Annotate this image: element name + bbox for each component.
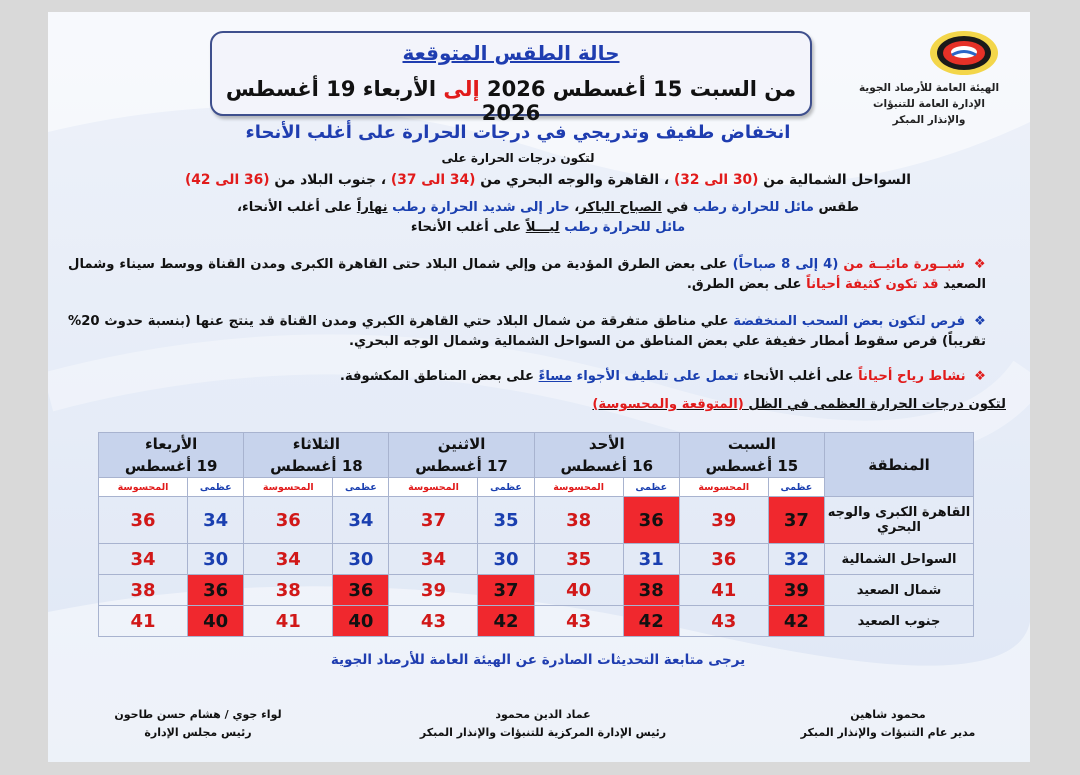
note-wind (68, 367, 986, 387)
day-name: الأحد (588, 435, 625, 453)
org-line-1: الهيئة العامة للأرصاد الجوية (858, 82, 1000, 94)
feels-cell: 38 (534, 497, 623, 544)
signature-block-3 (88, 706, 308, 742)
feels-cell: 36 (244, 497, 333, 544)
region-cell: شمال الصعيد (825, 575, 974, 606)
weather-description-1 (148, 198, 948, 218)
max-cell: 35 (478, 497, 534, 544)
period-end: الأربعاء 19 أغسطس 2026 (225, 77, 541, 125)
coast-range: (30 الى 32) (673, 172, 759, 188)
feels-cell: 36 (99, 497, 188, 544)
fog-d: قد تكون كثيفة أحياناً (806, 277, 939, 292)
day-date: 17 أغسطس (415, 457, 508, 475)
region-cell: القاهرة الكبرى والوجه البحري (825, 497, 974, 544)
meteorological-authority-logo (928, 28, 1000, 78)
feels-cell: 41 (99, 606, 188, 637)
diamond-bullet-icon: ❖ (973, 257, 987, 272)
day-header-tue (244, 433, 389, 478)
feels-cell: 39 (679, 497, 768, 544)
feels-cell: 34 (99, 544, 188, 575)
fog-e: على بعض الطرق. (686, 277, 802, 292)
day-name: السبت (727, 435, 776, 453)
sig3-name: لواء جوي / هشام حسن طاحون (114, 708, 282, 721)
max-cell: 30 (188, 544, 244, 575)
w1-b: مائل للحرارة رطب (692, 200, 814, 215)
sub-max: عظمى (623, 478, 679, 497)
day-date: 16 أغسطس (560, 457, 654, 475)
max-cell: 37 (478, 575, 534, 606)
table-intro-b: (المتوقعة والمحسوسة) (592, 397, 744, 412)
day-header-wed (99, 433, 244, 478)
sub-feels: المحسوسة (99, 478, 188, 497)
sub-feels: المحسوسة (244, 478, 333, 497)
sub-max: عظمى (478, 478, 534, 497)
w2-c: على أغلب الأنحاء (410, 220, 522, 235)
max-cell: 34 (333, 497, 389, 544)
max-cell: 40 (333, 606, 389, 637)
day-date: 15 أغسطس (705, 457, 799, 475)
day-header-mon (389, 433, 534, 478)
wind-c: تعمل على تلطيف الأجواء (576, 369, 739, 384)
feels-cell: 41 (244, 606, 333, 637)
max-cell: 34 (188, 497, 244, 544)
table-header-row (99, 433, 974, 478)
sig1-title: مدير عام التنبؤات والإنذار المبكر (800, 726, 976, 739)
sub-max: عظمى (333, 478, 389, 497)
subline: لتكون درجات الحرارة على (441, 151, 595, 165)
temperature-table (98, 432, 974, 637)
south-label: ، جنوب البلاد من (274, 172, 387, 188)
signature-block-1 (788, 706, 988, 742)
max-cell: 31 (623, 544, 679, 575)
region-column-header: المنطقة (825, 433, 974, 497)
sub-max: عظمى (768, 478, 824, 497)
max-cell: 39 (768, 575, 824, 606)
max-cell: 36 (333, 575, 389, 606)
table-row (99, 575, 974, 606)
feels-cell: 43 (534, 606, 623, 637)
w2-a: مائل للحرارة رطب (564, 220, 686, 235)
feels-cell: 38 (244, 575, 333, 606)
max-cell: 30 (333, 544, 389, 575)
max-cell: 42 (623, 606, 679, 637)
sub-max: عظمى (188, 478, 244, 497)
note-fog (68, 255, 986, 295)
w1-e: ، (574, 200, 580, 215)
day-name: الثلاثاء (292, 435, 341, 453)
region-cell: السواحل الشمالية (825, 544, 974, 575)
feels-cell: 39 (389, 575, 478, 606)
sig3-title: رئيس مجلس الإدارة (144, 726, 252, 739)
fog-a: شبــورة مائيــة من (843, 257, 965, 272)
fog-b: (4 إلى 8 صباحاً) (732, 257, 839, 272)
feels-cell: 34 (244, 544, 333, 575)
forecast-period (212, 77, 810, 125)
diamond-bullet-icon: ❖ (974, 369, 986, 384)
w1-c: في (666, 200, 689, 215)
max-cell: 40 (188, 606, 244, 637)
max-cell: 36 (188, 575, 244, 606)
sig2-name: عماد الدين محمود (495, 708, 591, 721)
cloud-a: فرص لتكون بعض السحب المنخفضة (733, 314, 966, 329)
day-name: الأربعاء (144, 435, 198, 453)
headline: انخفاض طفيف وتدريجي في درجات الحرارة على أغلب الأنحاء (245, 122, 791, 143)
cairo-range: (34 الى 37) (390, 172, 476, 188)
coast-label: السواحل الشمالية من (763, 172, 911, 188)
day-name: الاثنين (437, 435, 486, 453)
feels-cell: 38 (99, 575, 188, 606)
feels-cell: 40 (534, 575, 623, 606)
diamond-bullet-icon: ❖ (973, 314, 987, 329)
wind-e: على بعض المناطق المكشوفة. (339, 369, 534, 384)
feels-cell: 36 (679, 544, 768, 575)
table-row (99, 544, 974, 575)
feels-cell: 37 (389, 497, 478, 544)
period-to-word: إلى (443, 77, 480, 101)
table-row (99, 606, 974, 637)
sub-feels: المحسوسة (679, 478, 768, 497)
w2-b: ليـــلاً (525, 220, 560, 235)
wind-a: نشاط رياح أحياناً (858, 369, 966, 384)
table-intro (468, 395, 1006, 415)
south-range: (36 الى 42) (184, 172, 270, 188)
day-header-sat (679, 433, 824, 478)
feels-cell: 34 (389, 544, 478, 575)
w1-g: نهاراً (356, 200, 388, 215)
day-date: 18 أغسطس (270, 457, 363, 475)
max-cell: 30 (478, 544, 534, 575)
w1-d: الصباح الباكر (579, 200, 662, 215)
day-date: 19 أغسطس (124, 457, 218, 475)
max-cell: 37 (768, 497, 824, 544)
max-cell: 32 (768, 544, 824, 575)
bulletin-sheet (48, 12, 1030, 762)
table-intro-a: لتكون درجات الحرارة العظمى في الظل (748, 397, 1006, 412)
sub-feels: المحسوسة (534, 478, 623, 497)
temperature-ranges (148, 170, 948, 190)
sub-feels: المحسوسة (389, 478, 478, 497)
w1-h: على أغلب الأنحاء، (236, 200, 353, 215)
weather-description-2 (148, 218, 948, 238)
feels-cell: 35 (534, 544, 623, 575)
wind-b: على أغلب الأنحاء (743, 369, 854, 384)
cairo-label: ، القاهرة والوجه البحري من (480, 172, 670, 188)
cloud-b: علي مناطق متفرقة من شمال البلاد حتي القاهرة الكبري ومدن القناة قد ينتج عنها (بنسبة حدوث 20% تقريباً) فرص سقوط أمطار خفيفة علي بعض المناطق من السواحل الشمالية وشمال الوجه البحري. (68, 314, 986, 349)
page-title: حالة الطقس المتوقعة (402, 41, 620, 65)
follow-updates-note: يرجى متابعة التحديثات الصادرة عن الهيئة العامة للأرصاد الجوية (330, 652, 746, 668)
signature-block-2 (403, 706, 683, 742)
sig1-name: محمود شاهين (850, 708, 926, 721)
feels-cell: 43 (389, 606, 478, 637)
max-cell: 42 (478, 606, 534, 637)
region-cell: جنوب الصعيد (825, 606, 974, 637)
wind-d: مساءً (538, 369, 572, 384)
sig2-title: رئيس الإدارة المركزية للتنبؤات والإنذار المبكر (419, 726, 667, 739)
note-clouds (68, 312, 986, 352)
max-cell: 36 (623, 497, 679, 544)
w1-f: حار إلى شديد الحرارة رطب (392, 200, 570, 215)
day-header-sun (534, 433, 679, 478)
max-cell: 38 (623, 575, 679, 606)
fog-c: على بعض الطرق المؤدية من وإلي شمال البلاد حتى القاهرة الكبرى ومدن القناة ووسط سيناء وشمال الصعيد (68, 257, 986, 292)
period-from: من السبت 15 أغسطس 2026 (487, 77, 797, 101)
feels-cell: 43 (679, 606, 768, 637)
title-box (210, 31, 812, 125)
w1-a: طقس (818, 200, 860, 215)
max-cell: 42 (768, 606, 824, 637)
organization-name (854, 80, 1004, 128)
feels-cell: 41 (679, 575, 768, 606)
org-line-2: الإدارة العامة للتنبؤات والإنذار المبكر (872, 98, 986, 126)
table-row (99, 497, 974, 544)
